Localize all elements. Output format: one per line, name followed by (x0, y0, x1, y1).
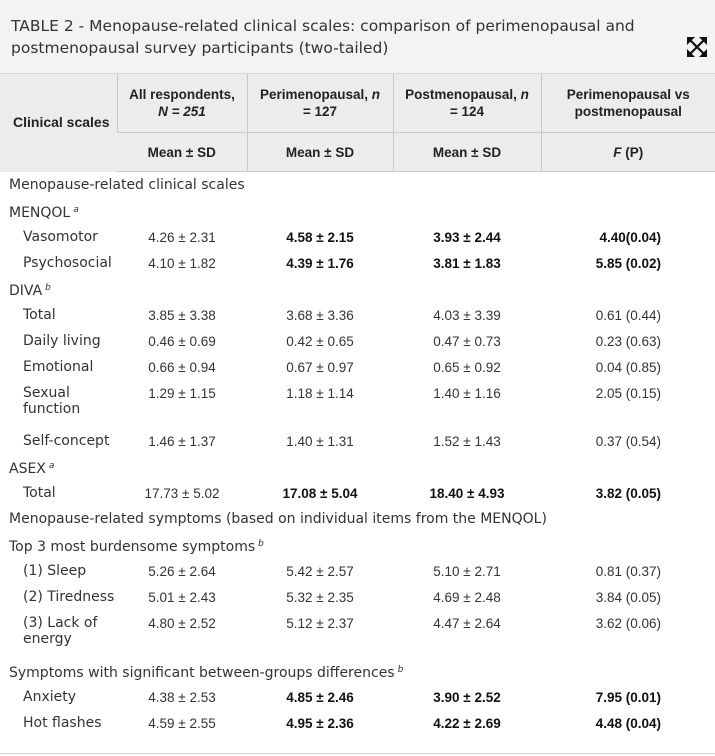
cell-perimenopausal: 1.40 ± 1.31 (286, 433, 354, 449)
section-label (0, 658, 715, 684)
table-row (0, 480, 715, 506)
cell-all-respondents: 4.38 ± 2.53 (148, 689, 216, 705)
section-label-text: MENQOL (9, 204, 71, 221)
cell-all-respondents: 5.26 ± 2.64 (148, 563, 216, 579)
cell-f-p: 0.04 (0.85) (595, 359, 661, 375)
row-label: (3) Lack of energy (23, 615, 98, 647)
header-postmenopausal (393, 74, 541, 133)
cell-postmenopausal: 4.22 ± 2.69 (433, 715, 501, 731)
table-row (0, 302, 715, 328)
section-label (0, 276, 715, 302)
row-label: (2) Tiredness (23, 589, 115, 605)
cell-f-p: 0.23 (0.63) (595, 333, 661, 349)
row-label: Psychosocial (23, 255, 112, 271)
row-label: Emotional (23, 359, 94, 375)
header-post-title: Postmenopausal, (405, 87, 517, 102)
header-comparison: Perimenopausal vs postmenopausal (541, 74, 715, 133)
header-post-n: = 124 (449, 104, 485, 119)
cell-postmenopausal: 1.52 ± 1.43 (433, 433, 501, 449)
cell-all-respondents: 17.73 ± 5.02 (144, 485, 220, 501)
header-row (0, 74, 715, 133)
section-label-text: Menopause-related symptoms (based on individual items from the MENQOL) (9, 511, 547, 527)
cell-perimenopausal: 4.85 ± 2.46 (286, 689, 354, 705)
header-all-n: N = 251 (158, 104, 206, 119)
subheader-p: (P) (625, 144, 644, 160)
table-row (0, 684, 715, 710)
caption-text: TABLE 2 - Menopause-related clinical scales: comparison of perimenopausal and postmenopausal survey participants (two-tailed) (11, 17, 635, 57)
cell-postmenopausal: 4.69 ± 2.48 (433, 589, 501, 605)
row-label: (1) Sleep (23, 563, 87, 579)
footnote-marker: b (258, 538, 264, 549)
table-row (0, 428, 715, 454)
header-clinical-scales: Clinical scales (0, 74, 117, 172)
table-row (0, 224, 715, 250)
cell-all-respondents: 4.26 ± 2.31 (148, 229, 216, 245)
cell-postmenopausal: 1.40 ± 1.16 (433, 386, 501, 401)
cell-f-p: 4.48 (0.04) (595, 715, 661, 731)
section-label (0, 506, 715, 532)
cell-all-respondents: 3.85 ± 3.38 (148, 307, 216, 323)
row-label: Total (23, 485, 56, 501)
cell-f-p: 0.37 (0.54) (595, 433, 661, 449)
table-row (0, 610, 715, 658)
cell-f-p: 3.82 (0.05) (595, 485, 661, 501)
row-label: Total (23, 307, 56, 323)
row-label: Anxiety (23, 689, 77, 705)
cell-f-p: 0.61 (0.44) (595, 307, 661, 323)
table-row (0, 250, 715, 276)
section-row (0, 276, 715, 302)
cell-perimenopausal: 5.42 ± 2.57 (286, 563, 354, 579)
cell-perimenopausal: 5.12 ± 2.37 (286, 616, 354, 631)
cell-perimenopausal: 17.08 ± 5.04 (282, 485, 358, 501)
header-all-respondents (117, 74, 247, 133)
section-label-text: ASEX (9, 460, 46, 477)
cell-all-respondents: 0.46 ± 0.69 (148, 333, 216, 349)
cell-f-p: 5.85 (0.02) (595, 255, 661, 271)
cell-all-respondents: 4.59 ± 2.55 (148, 715, 216, 731)
table-row (0, 354, 715, 380)
cell-postmenopausal: 18.40 ± 4.93 (429, 485, 505, 501)
section-row (0, 532, 715, 558)
table-body (0, 172, 715, 737)
cell-postmenopausal: 3.93 ± 2.44 (433, 229, 501, 245)
section-row (0, 658, 715, 684)
section-label-text: DIVA (9, 282, 43, 299)
subheader-post-mean-sd: Mean ± SD (393, 133, 541, 172)
cell-postmenopausal: 4.47 ± 2.64 (433, 616, 501, 631)
header-peri-n: = 127 (302, 104, 338, 119)
section-row (0, 172, 715, 199)
header-post-n-letter: n (520, 87, 529, 102)
table-row (0, 328, 715, 354)
section-label-text: Menopause-related clinical scales (9, 177, 245, 193)
section-label-text: Symptoms with significant between-groups differences (9, 664, 395, 681)
table-row (0, 380, 715, 428)
table-row (0, 584, 715, 610)
cell-all-respondents: 4.80 ± 2.52 (148, 616, 216, 631)
footnote-marker: a (73, 204, 79, 215)
row-label: Vasomotor (23, 229, 98, 245)
section-label (0, 172, 715, 199)
cell-f-p: 4.40(0.04) (599, 229, 661, 245)
cell-perimenopausal: 4.39 ± 1.76 (286, 255, 354, 271)
cell-all-respondents: 4.10 ± 1.82 (148, 255, 216, 271)
cell-perimenopausal: 4.58 ± 2.15 (286, 229, 354, 245)
cell-postmenopausal: 5.10 ± 2.71 (433, 563, 501, 579)
footnote-marker: b (397, 664, 404, 675)
cell-f-p: 3.62 (0.06) (595, 616, 661, 631)
row-label: Daily living (23, 333, 101, 349)
cell-perimenopausal: 0.42 ± 0.65 (286, 333, 354, 349)
section-label (0, 532, 715, 558)
cell-postmenopausal: 0.47 ± 0.73 (433, 333, 501, 349)
section-label-text: Top 3 most burdensome symptoms (9, 538, 256, 555)
section-row (0, 454, 715, 480)
table-row (0, 710, 715, 736)
header-peri-n-letter: n (371, 87, 381, 102)
section-row (0, 506, 715, 532)
cell-postmenopausal: 4.03 ± 3.39 (433, 307, 501, 323)
header-perimenopausal (247, 74, 393, 133)
cell-perimenopausal: 1.18 ± 1.14 (286, 386, 354, 401)
header-peri-title: Perimenopausal, (259, 87, 369, 102)
expand-arrows-icon[interactable] (686, 36, 708, 58)
section-row (0, 198, 715, 224)
section-label (0, 454, 715, 480)
cell-f-p: 3.84 (0.05) (595, 589, 661, 605)
cell-f-p: 2.05 (0.15) (595, 386, 661, 401)
cell-f-p: 7.95 (0.01) (595, 689, 661, 705)
table-bottom-rule (0, 753, 715, 754)
subheader-f: F (613, 144, 622, 160)
cell-all-respondents: 1.29 ± 1.15 (148, 386, 216, 401)
cell-all-respondents: 0.66 ± 0.94 (148, 359, 216, 375)
clinical-scales-table (0, 74, 715, 736)
footnote-marker: a (48, 460, 55, 471)
cell-perimenopausal: 3.68 ± 3.36 (286, 307, 354, 323)
table-caption (0, 0, 715, 74)
section-label (0, 198, 715, 224)
cell-postmenopausal: 3.81 ± 1.83 (433, 255, 501, 271)
table-row (0, 558, 715, 584)
header-all-title: All respondents, (129, 87, 235, 102)
cell-f-p: 0.81 (0.37) (595, 563, 661, 579)
cell-perimenopausal: 0.67 ± 0.97 (286, 359, 354, 375)
subheader-f-p (541, 133, 715, 172)
subheader-all-mean-sd: Mean ± SD (117, 133, 247, 172)
cell-all-respondents: 5.01 ± 2.43 (148, 589, 216, 605)
footnote-marker: b (45, 282, 51, 293)
row-label: Hot flashes (23, 715, 102, 731)
row-label: Self-concept (23, 433, 110, 449)
cell-perimenopausal: 5.32 ± 2.35 (286, 589, 354, 605)
cell-postmenopausal: 3.90 ± 2.52 (433, 689, 501, 705)
cell-perimenopausal: 4.95 ± 2.36 (286, 715, 354, 731)
row-label: Sexual function (23, 385, 81, 417)
cell-all-respondents: 1.46 ± 1.37 (148, 433, 216, 449)
cell-postmenopausal: 0.65 ± 0.92 (433, 359, 501, 375)
subheader-peri-mean-sd: Mean ± SD (247, 133, 393, 172)
